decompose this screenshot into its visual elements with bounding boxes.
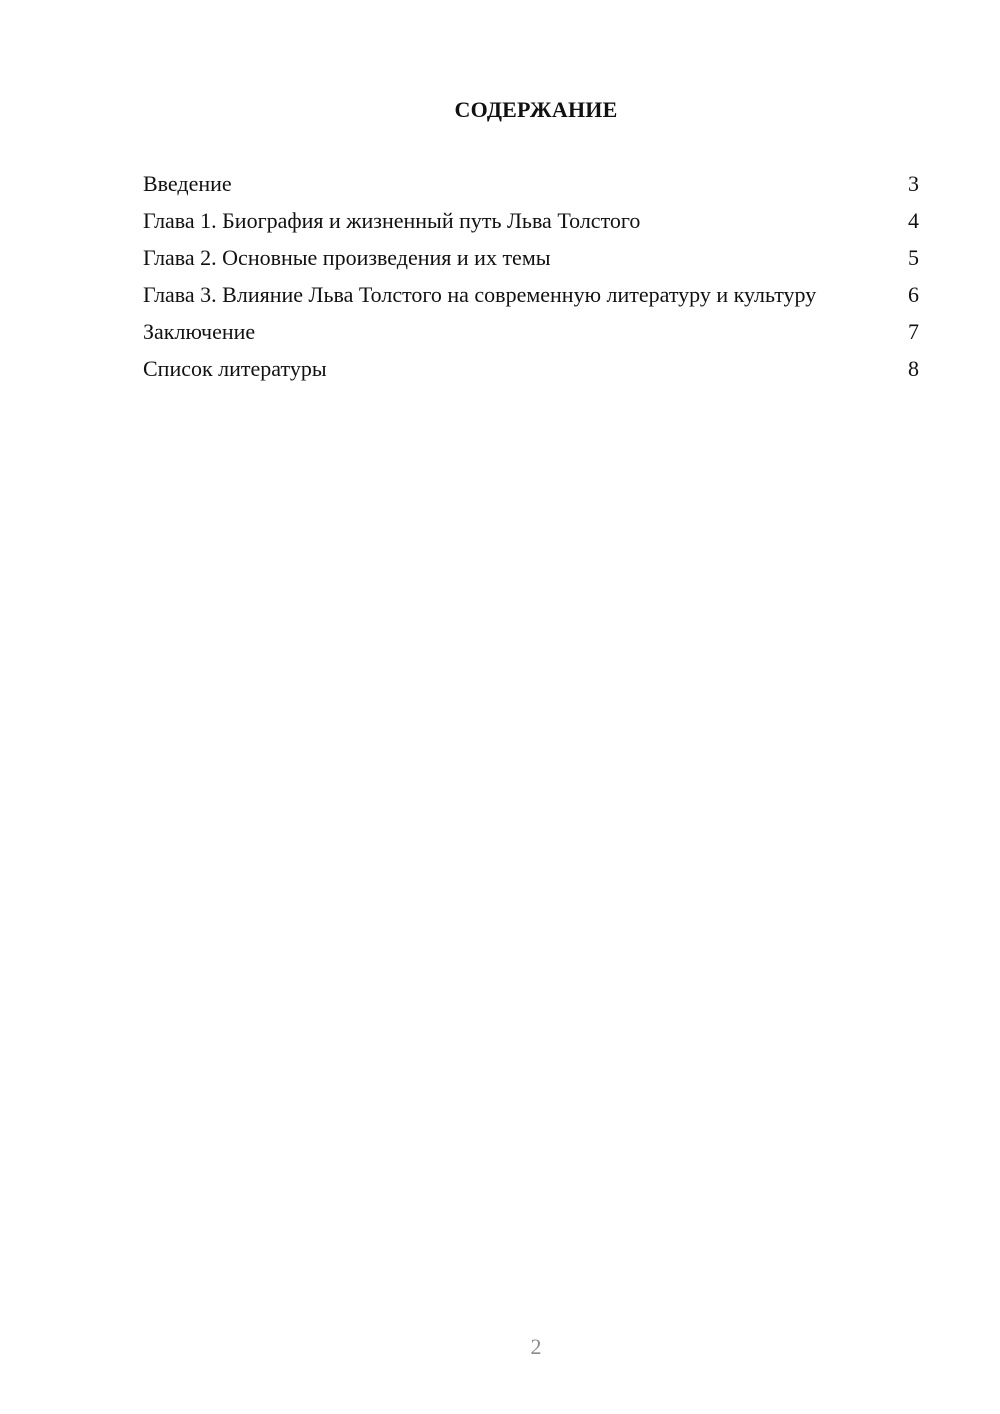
toc-entry-page: 7 [908,319,919,344]
toc-entry-conclusion [143,318,919,345]
toc-title: СОДЕРЖАНИЕ [454,97,618,122]
toc-entry-page: 6 [908,282,919,307]
toc-entry-label: Глава 1. Биография и жизненный путь Льва Толстого [143,208,641,233]
toc-entry-label: Заключение [143,319,256,344]
table-of-contents [143,170,919,392]
toc-entry-chapter-1 [143,207,919,234]
toc-entry-page: 5 [908,245,919,270]
toc-entry-bibliography [143,355,919,382]
toc-entry-label: Глава 3. Влияние Льва Толстого на современную литературу и культуру [143,282,817,307]
toc-entry-label: Глава 2. Основные произведения и их темы [143,245,551,270]
toc-entry-label: Список литературы [143,356,327,381]
toc-entry-chapter-3 [143,281,919,308]
toc-entry-introduction [143,170,919,197]
toc-entry-label: Введение [143,171,232,196]
toc-entry-chapter-2 [143,244,919,271]
toc-entry-page: 3 [908,171,919,196]
page-number: 2 [530,1334,542,1359]
toc-entry-page: 4 [908,208,919,233]
toc-entry-page: 8 [908,356,919,381]
